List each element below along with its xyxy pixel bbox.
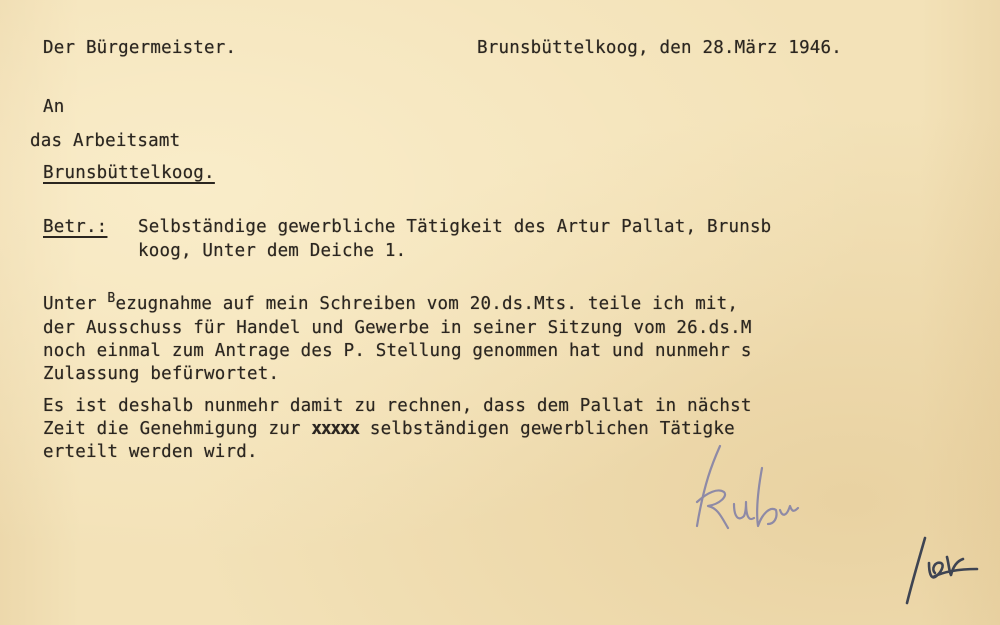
correction-superscript: B [107,291,116,306]
body-text-fragment: selbständigen gewerblichen Tätigke [359,419,735,439]
body-text-fragment: Unter [43,294,108,314]
body-text-fragment: ezugnahme auf mein Schreiben vom 20.ds.Mts. teile ich mit, [115,294,739,314]
body-paragraph-2-line-2 [43,419,735,439]
recipient-name: das Arbeitsamt [30,131,181,151]
body-paragraph-2-line-3: erteilt werden wird. [43,442,258,462]
body-paragraph-1-line-4: Zulassung befürwortet. [43,364,280,384]
handwritten-initials [895,533,985,613]
body-paragraph-2-line-1: Es ist deshalb nunmehr damit zu rechnen, dass dem Pallat in nächst [43,396,752,416]
body-paragraph-1-line-3: noch einmal zum Antrage des P. Stellung genommen hat und nunmehr s [43,341,752,361]
body-text-fragment: Zeit die Genehmigung zur [43,419,312,439]
subject-label: Betr.: [43,217,108,237]
struck-out-word: xxxxx [311,419,360,439]
body-paragraph-1-line-2: der Ausschuss für Handel und Gewerbe in seiner Sitzung vom 26.ds.M [43,318,752,338]
recipient-prefix: An [43,97,65,117]
recipient-city: Brunsbüttelkoog. [43,163,215,183]
subject-line-2: koog, Unter dem Deiche 1. [138,241,407,261]
body-paragraph-1-line-1 [43,291,739,314]
handwritten-signature [682,440,802,540]
subject-line-1: Selbständige gewerbliche Tätigkeit des Artur Pallat, Brunsb [138,217,772,237]
place-date-line: Brunsbüttelkoog, den 28.März 1946. [477,38,843,58]
sender-line: Der Bürgermeister. [43,38,237,58]
